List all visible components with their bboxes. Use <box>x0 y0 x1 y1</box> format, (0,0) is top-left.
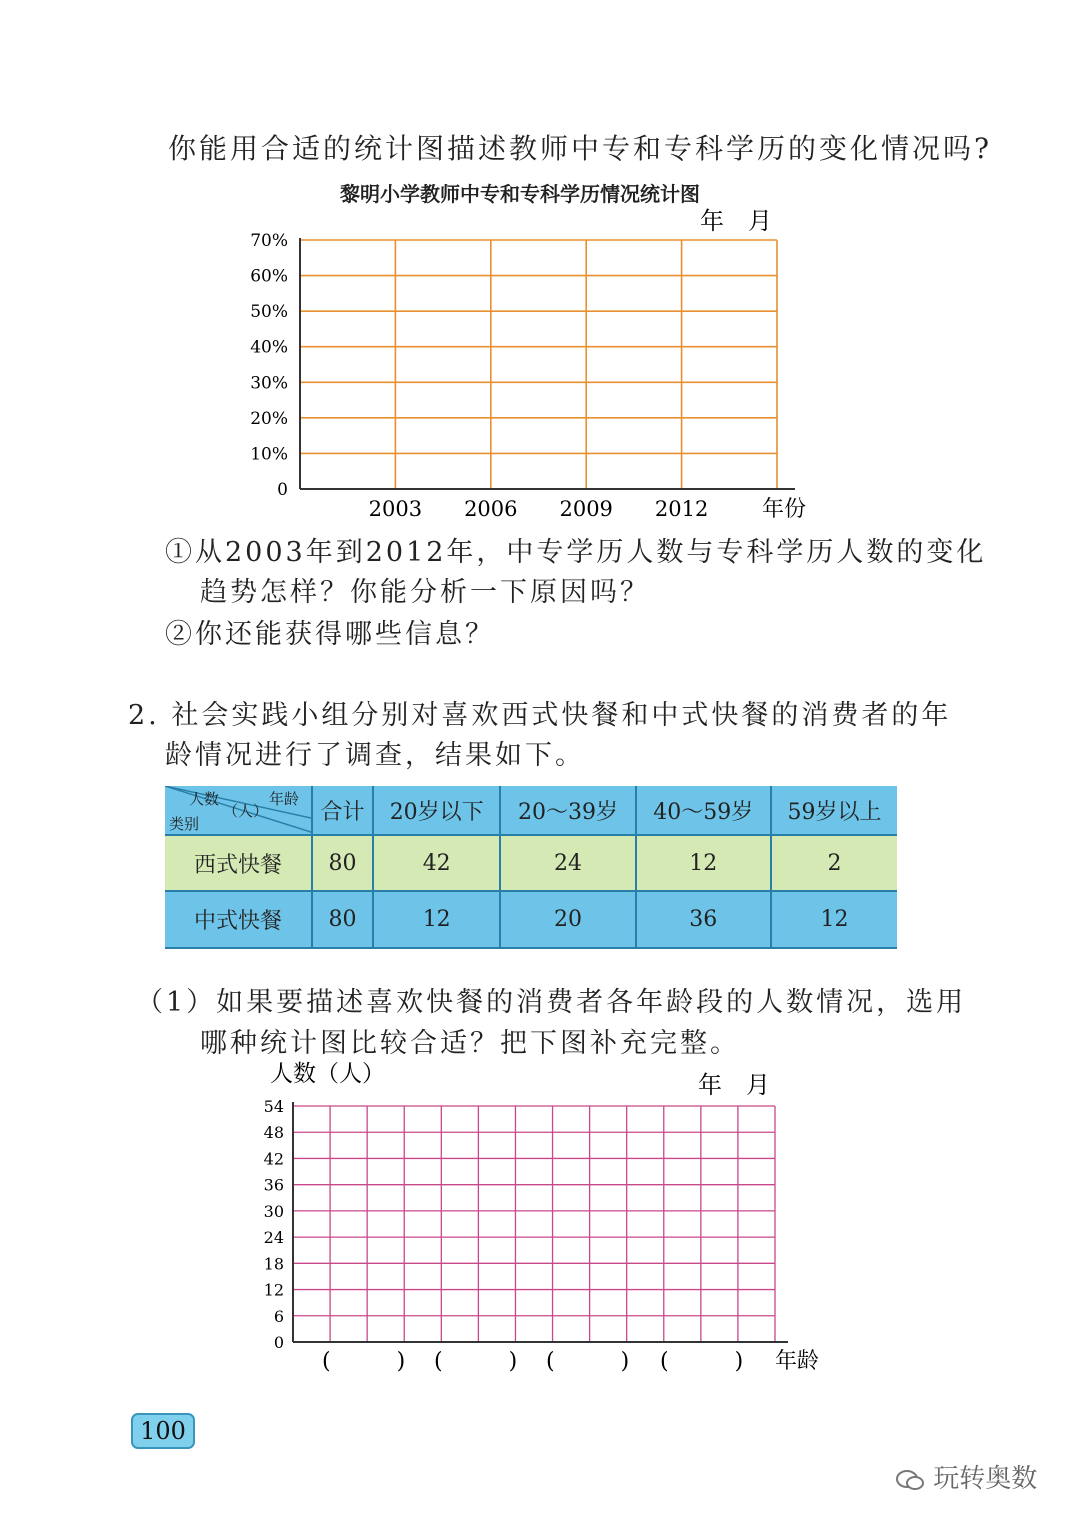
chart1-y-tick: 0 <box>277 480 288 500</box>
chart1-date-label: 年 月 <box>700 207 772 235</box>
chart2-y-tick: 6 <box>273 1306 284 1326</box>
chart1-y-tick: 60% <box>250 266 288 287</box>
chart2-y-tick: 54 <box>263 1097 284 1116</box>
chart1-y-tick: 70% <box>250 231 288 251</box>
corner-label-unit: （人） <box>223 802 269 820</box>
chart2-y-axis-label: 人数（人） <box>270 1061 385 1087</box>
wechat-icon <box>895 1468 925 1492</box>
table-cell: 12 <box>636 835 771 891</box>
corner-label-age: 年龄 <box>269 790 300 808</box>
chart2-x-blank: ( ) <box>546 1349 630 1374</box>
chart2-date-label: 年 月 <box>698 1071 770 1099</box>
intro-question: 你能用合适的统计图描述教师中专和专科学历的变化情况吗? <box>168 132 993 165</box>
chart1-y-tick: 50% <box>250 302 288 323</box>
survey-table <box>165 786 897 949</box>
chart2-y-tick: 24 <box>263 1228 284 1248</box>
chart2-y-tick: 48 <box>263 1123 284 1143</box>
chart1-grid <box>0 0 1080 530</box>
chart2-y-tick: 18 <box>263 1254 284 1274</box>
chart1-x-tick: 2006 <box>464 497 518 521</box>
chart1-title: 黎明小学教师中专和专科学历情况统计图 <box>340 182 700 206</box>
chart2-grid <box>0 1055 1080 1385</box>
problem2-line2: 龄情况进行了调查，结果如下。 <box>165 740 585 771</box>
chart2-y-tick: 36 <box>263 1175 284 1195</box>
page-number: 100 <box>131 1413 195 1449</box>
watermark-text: 玩转奥数 <box>933 1464 1038 1494</box>
table-header: 合计 <box>312 786 373 835</box>
row-label: 中式快餐 <box>165 891 312 948</box>
table-cell: 12 <box>771 891 897 948</box>
problem2-line1: 2. 社会实践小组分别对喜欢西式快餐和中式快餐的消费者的年 <box>128 700 952 731</box>
table-header: 20岁以下 <box>373 786 500 835</box>
table-cell: 12 <box>373 891 500 948</box>
question2: ②你还能获得哪些信息？ <box>165 619 495 650</box>
sub1-line1: （1）如果要描述喜欢快餐的消费者各年龄段的人数情况，选用 <box>136 987 967 1018</box>
chart2-x-blank: ( ) <box>322 1349 406 1374</box>
table-header: 59岁以上 <box>771 786 897 835</box>
chart2-x-blank: ( ) <box>660 1349 744 1374</box>
chart1-x-tick: 2003 <box>368 497 423 521</box>
chart1-y-tick: 30% <box>250 373 288 394</box>
corner-label-count: 人数 <box>189 790 220 808</box>
chart2-x-blank: ( ) <box>434 1349 518 1374</box>
table-cell: 36 <box>636 891 771 948</box>
table-header-row <box>165 786 897 835</box>
question1-line1: ①从2003年到2012年，中专学历人数与专科学历人数的变化 <box>165 537 987 568</box>
chart1-x-tick: 2009 <box>559 497 613 521</box>
watermark <box>895 1458 1037 1495</box>
table-row <box>165 891 897 948</box>
table-corner-cell <box>165 786 312 835</box>
chart1-x-tick: 2012 <box>654 497 709 521</box>
table-cell: 80 <box>312 891 373 948</box>
table-header: 40～59岁 <box>636 786 771 835</box>
corner-label-category: 类别 <box>169 815 200 833</box>
chart1-y-tick: 20% <box>250 408 288 429</box>
question1-line2: 趋势怎样？你能分析一下原因吗？ <box>200 577 650 608</box>
table-row <box>165 835 897 891</box>
row-label: 西式快餐 <box>165 835 312 891</box>
table-cell: 24 <box>500 835 635 891</box>
table-cell: 42 <box>373 835 500 891</box>
chart2-y-tick: 42 <box>263 1149 284 1169</box>
table-header: 20～39岁 <box>500 786 635 835</box>
chart1-x-axis-label: 年份 <box>762 497 807 522</box>
chart2-y-tick: 30 <box>263 1201 284 1221</box>
chart1-y-tick: 40% <box>250 337 288 358</box>
sub1-line2: 哪种统计图比较合适？把下图补充完整。 <box>200 1028 740 1059</box>
table-cell: 80 <box>312 835 373 891</box>
table-cell: 20 <box>500 891 635 948</box>
table-cell: 2 <box>771 835 897 891</box>
chart2-x-axis-label: 年龄 <box>775 1349 820 1374</box>
chart2-y-tick: 12 <box>263 1280 284 1300</box>
chart1-y-tick: 10% <box>250 444 288 465</box>
chart2-y-tick: 0 <box>273 1333 284 1352</box>
